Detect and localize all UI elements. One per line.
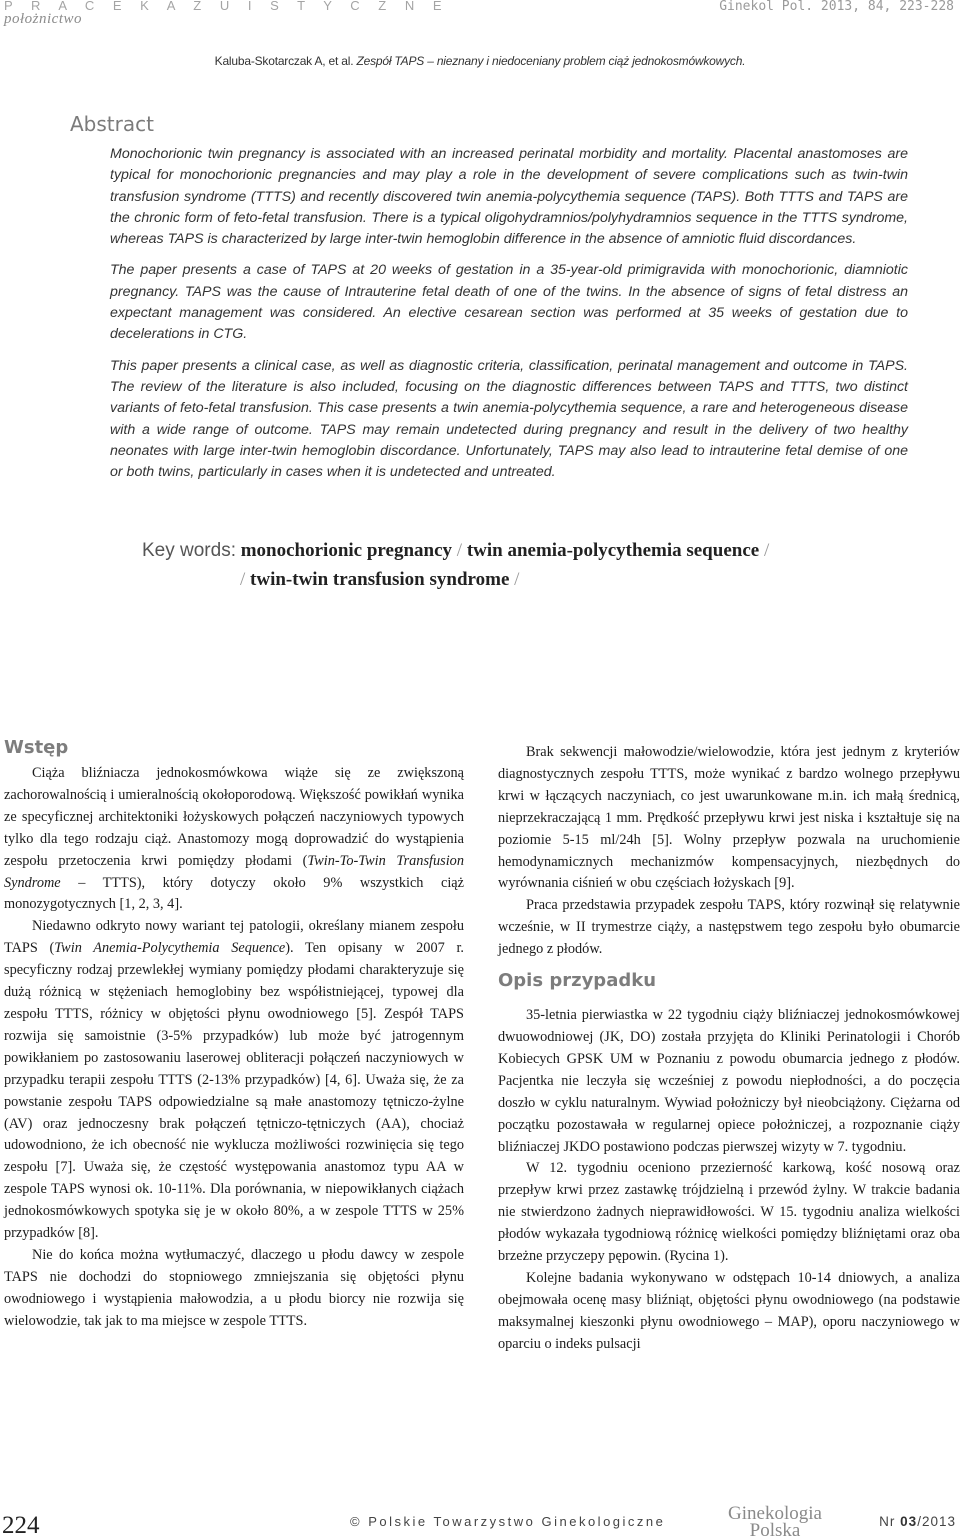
body-paragraph: Praca przedstawia przypadek zespołu TAPS, który rozwinął się relatywnie wcześnie, w II trymestrze ciąży, a następstwem tego zespołu było obumarcie jednego z płodów.	[498, 897, 960, 958]
body-paragraph	[4, 916, 464, 1245]
keyword-separator: /	[514, 569, 520, 590]
text-run: Ciąża bliźniacza jednokosmówkowa wiąże się ze zwiększoną zachorowalnością i umieralnością okołoporodową. Większość powikłań wynika ze specyficznej architektoniki łożyskowych połączeń naczyniowych typowych tylko dla tego rodzaju ciąż. Anastomozy mogą doprowadzić do wystąpienia zespołu przetoczenia krwi pomiędzy płodami (	[4, 765, 464, 869]
citation-title: Zespół TAPS – nieznany i niedoceniany problem ciąż jednokosmówkowych.	[356, 54, 746, 68]
citation-line	[0, 54, 960, 68]
issue-number	[879, 1514, 956, 1529]
body-paragraph: Brak sekwencji małowodzie/wielowodzie, która jest jednym z kryteriów diagnostycznych zespołu TTTS, może wynikać z bardzo wolnego przepływu krwi w łączących naczyniach, co jest uwarunkowane m.in. ich małą średnicą, nieprzekraczającą 1 mm. Prędkość przepływu krwi jest niska i kształtuje się na poziomie 5-15 ml/24h [5]. Wolny przepływ pozwala na uruchomienie hemodynamicznych mechanizmów kompensacyjnych, niezbędnych do wyrównania ciśnień w obu częściach łożyskach [9].	[498, 744, 960, 892]
body-paragraph: Kolejne badania wykonywano w odstępach 10-14 dniowych, a analiza obejmowała ocenę masy bliźniąt, objętości płynu owodniowego (na podstawie maksymalnej kieszonki płynu owodniowego – MAP), oporu naczyniowego w oparciu o indeks pulsacji	[498, 1269, 960, 1352]
issue-year: /2013	[917, 1514, 956, 1529]
body-paragraph	[4, 763, 464, 916]
right-column	[498, 742, 960, 1356]
body-paragraph: W 12. tygodniu oceniono przezierność karkową, kość nosową oraz przepływ krwi przez zastawkę trójdzielną i przewód żylny. W trakcie badania nie stwierdzono żadnych nieprawidłowości. W 15. tygodniu analiza wielkości płodów wykazała tygodniową różnicę wielkości pomiędzy bliźniętami oraz oba brzeżne przyczepy pępowin. (Rycina 1).	[498, 1160, 960, 1265]
keywords-label: Key words:	[142, 540, 236, 561]
abstract-heading: Abstract	[70, 112, 154, 136]
journal-logo	[716, 1502, 834, 1538]
keyword-separator: /	[456, 540, 463, 561]
spacer	[498, 996, 960, 1005]
series-title: P R A C E K A Z U I S T Y C Z N E	[4, 0, 449, 13]
keyword: monochorionic pregnancy	[240, 540, 453, 561]
term-italic: Twin Anemia-Polycythemia Sequence	[54, 940, 286, 957]
abstract-paragraph: This paper presents a clinical case, as well as diagnostic criteria, classification, perinatal management and outcome in TAPS. The review of the literature is also included, focusing on the diagnostic differences between TAPS and TTTS, two distinct variants of feto-fetal transfusion. This case presents a twin anemia-polycythemia sequence, a rare and heterogeneous disease with a wide range of outcome. TAPS may remain undetected during pregnancy and result in the delivery of two healthy neonates with large inter-twin hemoglobin discordance. Unfortunately, TAPS may also lead to intrauterine fetal demise of one or both twins, particularly in cases when it is undetected and untreated.	[110, 357, 908, 481]
section-heading-case: Opis przypadku	[498, 970, 657, 992]
issue-value: 03	[900, 1514, 918, 1529]
abstract-paragraph: Monochorionic twin pregnancy is associated with an increased perinatal morbidity and mortality. Placental anastomoses are typical for monochorionic pregnancies and may play a role in the development of severe complications such as twin-twin transfusion syndrome (TTTS) and recently discovered twin anemia-polycythemia sequence (TAPS). Both TTTS and TAPS are the chronic form of feto-fetal transfusion. There is a typical oligohydramnios/polyhydramnios sequence in the TTTS syndrome, whereas TAPS is characterized by large inter-twin hemoglobin difference in the absence of amniotic fluid discordances.	[110, 146, 908, 248]
keyword: twin-twin transfusion syndrome	[250, 569, 510, 590]
text-run: – TTTS), który dotyczy około 9% wszystkich ciąż monozygotycznych [1, 2, 3, 4].	[4, 874, 464, 913]
abstract-paragraph: The paper presents a case of TAPS at 20 weeks of gestation in a 35-year-old primigravida with monochorionic, diamniotic pregnancy. TAPS was the cause of Intrauterine fetal death of one of the twins. In the absence of signs of fetal distress an expectant management was considered. An elective cesarean section was performed at 35 weeks of gestation due to decelerations in CTG.	[110, 262, 908, 343]
keyword-separator: /	[240, 569, 246, 590]
spacer	[498, 961, 960, 970]
section-name: położnictwo	[4, 11, 83, 27]
section-heading-intro: Wstęp	[4, 737, 69, 758]
keywords-line-1	[142, 540, 769, 562]
body-paragraph: Nie do końca można wytłumaczyć, dlaczego u płodu dawcy w zespole TAPS nie dochodzi do stopniowego zmniejszania się objętości płynu owodniowego i wystąpienia małowodzia, a u płodu biorcy nie rozwija się wielowodzie, tak jak to ma miejsce w zespole TTTS.	[4, 1246, 464, 1329]
page-number: 224	[2, 1512, 40, 1539]
keywords-line-2	[240, 569, 519, 591]
logo-line-2: Polska	[749, 1520, 801, 1538]
journal-reference: Ginekol Pol. 2013, 84, 223-228	[719, 0, 954, 14]
keyword-separator: /	[763, 540, 770, 561]
abstract-body	[110, 144, 908, 493]
text-run: Niedawno odkryto nowy wariant tej patologii, określany mianem zespołu TAPS (	[4, 918, 464, 957]
left-column	[4, 737, 464, 1333]
text-run: ). Ten opisany w 2007 r. specyficzny rodzaj przewlekłej wymiany pomiędzy płodami charakteryzuje się dużą różnicą w stężeniach hemoglobiny bez współistniejącej, typowej dla zespołu TTTS, różnicy w objętości płynu owodniowego [5]. Zespół TAPS rozwija się samoistnie (3-5% przypadków) lub może być jatrogennym powikłaniem po zastosowaniu laserowej obliteracji połączeń naczyniowych w przypadku terapii zespołu TTTS (2-13% przypadków) [4, 6]. Uważa się, że za powstanie zespołu TAPS odpowiedzialne są małe anastomozy tętniczo-żylne (AV) oraz jednoczesny brak połączeń tętniczo-tętniczych (AA), chociaż udowodniono, że ich obecność nie wyklucza możliwości rozwinięcia się tego zespołu [7]. Uważa się, że częstość występowania anastomoz typu AA w zespole TAPS wynosi ok. 10-11%. Dla porównania, w niepowikłanych ciążach jednokosmówkowych spotyka się je w około 80%, a w zespole TTTS w 25% przypadków [8].	[4, 940, 464, 1242]
issue-prefix: Nr	[879, 1514, 901, 1529]
body-paragraph: 35-letnia pierwiastka w 22 tygodniu ciąży bliźniaczej jednokosmówkowej dwuowodniowej (JK, DO) została przyjęta do Kliniki Perinatologii i Chorób Kobiecych GPSK UM w Poznaniu z powodu obumarcia jednego z płodów. Pacjentka nie leczyła się wcześniej z powodu niepłodności, a do poczęcia doszło w cyklu naturalnym. Wywiad położniczy był nieobciążony. Ciężarna od początku pozostawała w regularnej opiece położniczej, a rozpoznanie ciąży bliźniaczej JKDO postawiono podczas pierwszej wizyty w 7. tygodniu.	[498, 1007, 960, 1155]
society-credit: © Polskie Towarzystwo Ginekologiczne	[350, 1514, 666, 1529]
logo-line-1: Ginekologia	[728, 1503, 822, 1524]
term-italic: Twin-To-Twin Transfusion Syndrome	[4, 852, 464, 891]
citation-authors: Kaluba-Skotarczak A, et al.	[214, 54, 354, 68]
keyword: twin anemia-polycythemia sequence	[466, 540, 760, 561]
